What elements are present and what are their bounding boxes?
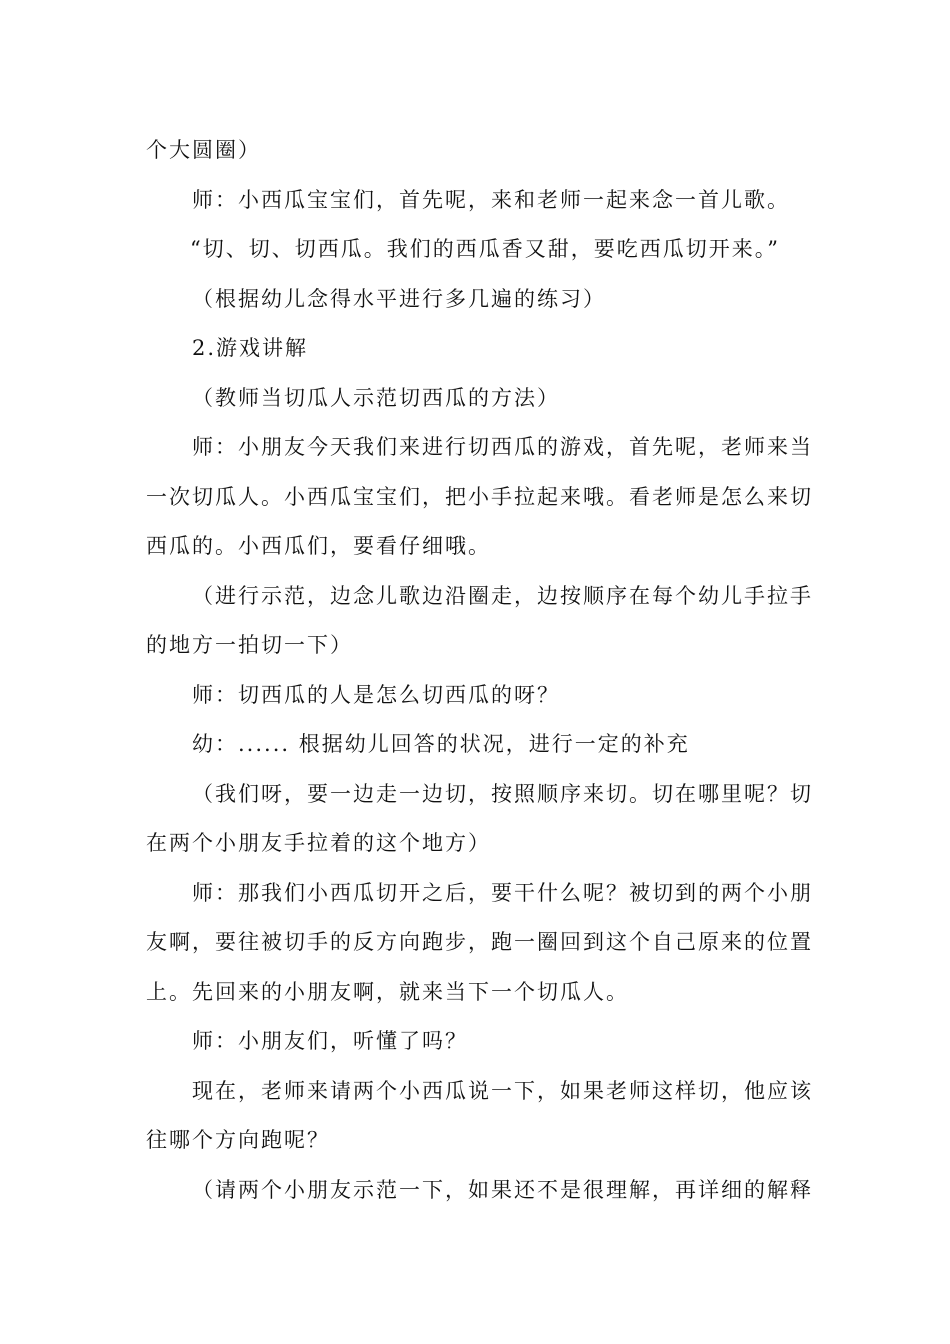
text-line: “切、切、切西瓜。我们的西瓜香又甜，要吃西瓜切开来。”	[190, 237, 780, 261]
text-line: 一次切瓜人。小西瓜宝宝们，把小手拉起来哦。看老师是怎么来切	[146, 484, 813, 509]
text-line: （进行示范，边念儿歌边沿圈走，边按顺序在每个幼儿手拉手	[192, 583, 813, 608]
document-body	[146, 126, 813, 1215]
text-line: 友啊，要往被切手的反方向跑步，跑一圈回到这个自己原来的位置	[146, 930, 813, 954]
text-line: 师：小朋友今天我们来进行切西瓜的游戏，首先呢，老师来当	[192, 435, 813, 459]
text-line: （请两个小朋友示范一下，如果还不是很理解，再详细的解释	[192, 1177, 813, 1202]
text-line: 幼：...... 根据幼儿回答的状况，进行一定的补充	[192, 732, 690, 756]
text-line: （根据幼儿念得水平进行多几遍的练习）	[192, 286, 606, 311]
text-line: 往哪个方向跑呢？	[146, 1128, 330, 1152]
text-line: 师：那我们小西瓜切开之后，要干什么呢？被切到的两个小朋	[192, 880, 813, 905]
text-line: 师：切西瓜的人是怎么切西瓜的呀？	[192, 682, 560, 707]
text-line: 师：小朋友们，听懂了吗？	[192, 1029, 468, 1053]
text-line: 在两个小朋友手拉着的这个地方）	[146, 831, 491, 855]
text-line: 西瓜的。小西瓜们，要看仔细哦。	[146, 534, 491, 558]
text-line: 现在，老师来请两个小西瓜说一下，如果老师这样切，他应该	[192, 1078, 813, 1103]
text-line: （教师当切瓜人示范切西瓜的方法）	[192, 385, 560, 410]
text-line: 上。先回来的小朋友啊，就来当下一个切瓜人。	[146, 979, 629, 1004]
text-line: （我们呀，要一边走一边切，按照顺序来切。切在哪里呢？切	[192, 781, 813, 806]
text-line: 个大圆圈）	[146, 138, 261, 162]
text-line: 的地方一拍切一下）	[146, 633, 353, 657]
section-heading: 2.游戏讲解	[192, 336, 309, 360]
text-line: 师：小西瓜宝宝们，首先呢，来和老师一起来念一首儿歌。	[192, 187, 790, 212]
